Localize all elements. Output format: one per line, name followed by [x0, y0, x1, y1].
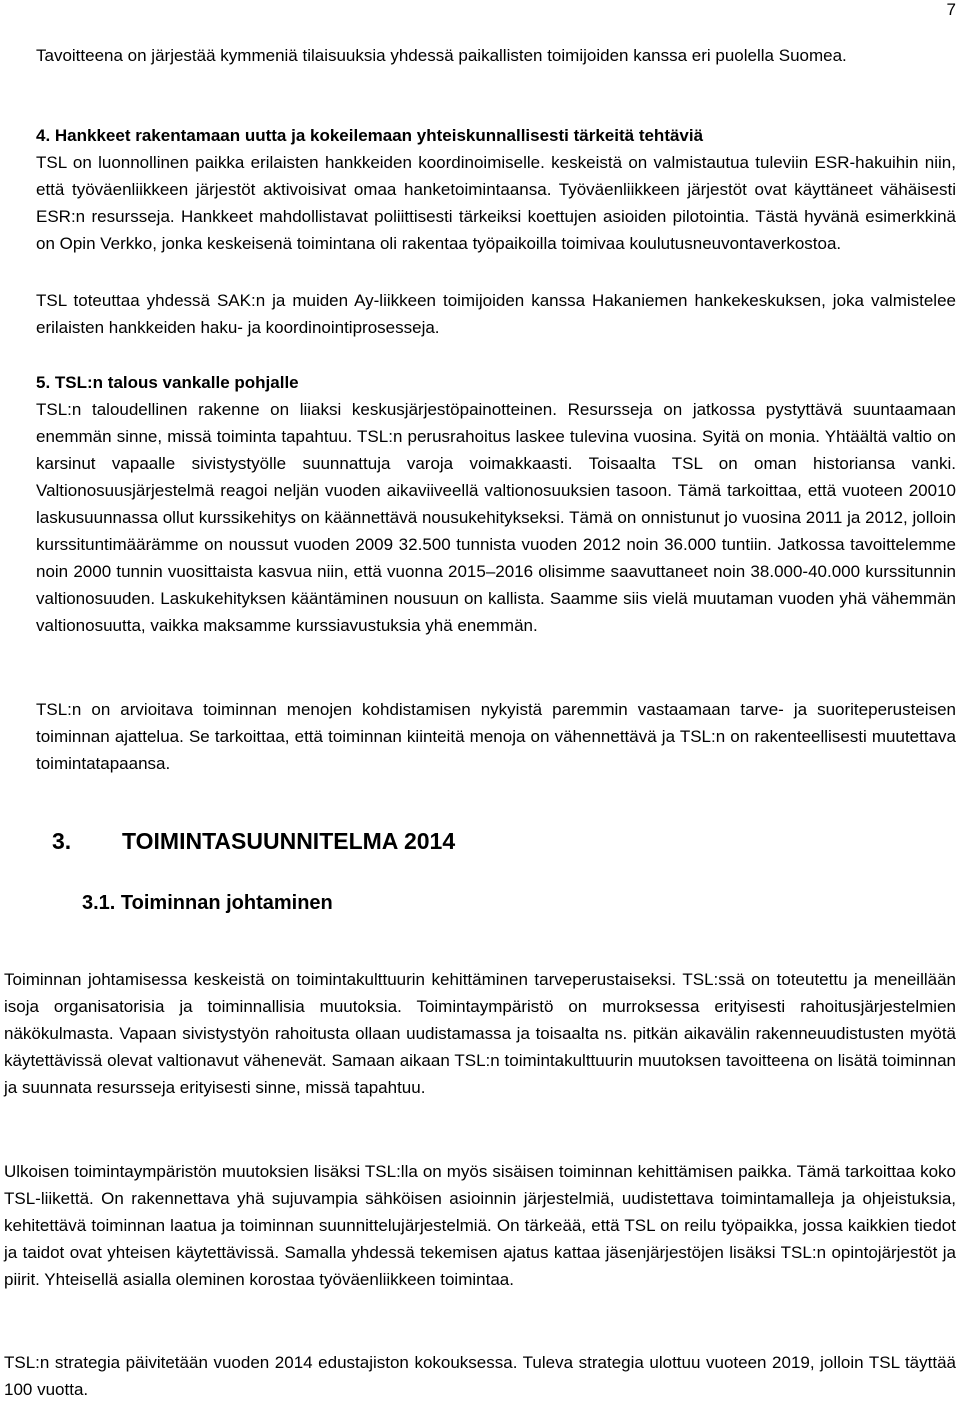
item4-paragraph-1: TSL on luonnollinen paikka erilaisten hankkeiden koordinoimiselle. keskeistä on valmistautua tuleviin ESR-hakuihin niin, että työväenliikkeen järjestöt aktivoisivat omaa hanketoimintaansa. Työväenliikkeen järjestöt ovat käyttäneet vähäisesti ESR:n resursseja. Hankkeet mahdollistavat poliittisesti tärkeiksi koettujen asioiden pilotointia. Tästä hyvänä esimerkkinä on Opin Verkko, jonka keskeisenä toimintana oli rakentaa työpaikoilla toimivaa koulutusneuvontaverkostoa.: [36, 153, 956, 253]
section-3-title: TOIMINTASUUNNITELMA 2014: [122, 828, 456, 854]
section-3-1-paragraph-3: TSL:n strategia päivitetään vuoden 2014 edustajiston kokouksessa. Tuleva strategia ulottuu vuoteen 2019, jolloin TSL täyttää 100 vuotta.: [4, 1353, 956, 1399]
section-3-1-heading: 3.1. Toiminnan johtaminen: [82, 892, 333, 914]
page-number: 7: [946, 0, 956, 19]
section-3-number: 3.: [52, 828, 72, 854]
item4-heading: 4. Hankkeet rakentamaan uutta ja kokeilemaan yhteiskunnallisesti tärkeitä tehtäviä: [36, 126, 704, 145]
item4-paragraph-2: TSL toteuttaa yhdessä SAK:n ja muiden Ay-liikkeen toimijoiden kanssa Hakaniemen hankekeskuksen, joka valmistelee erilaisten hankkeiden haku- ja koordinointiprosesseja.: [36, 291, 956, 337]
section-3-1-paragraph-2: Ulkoisen toimintaympäristön muutoksien lisäksi TSL:lla on myös sisäisen toiminnan kehittämisen paikka. Tämä tarkoittaa koko TSL-liikettä. On rakennettava yhä sujuvampia sähköisen asioinnin järjestelmiä, uudistettava toimintamalleja ja ohjeistuksia, kehitettävä toiminnan laatua ja toiminnan suunnittelujärjestelmiä. On tärkeää, että TSL on reilu työpaikka, jossa kaikkien tiedot ja taidot ovat yhteisen käytettävissä. Samalla yhdessä tekemisen ajatus kattaa jäsenjärjestöjen lisäksi TSL:n opintojärjestöt ja piirit. Yhteisellä asialla oleminen korostaa työväenliikkeen toimintaa.: [4, 1162, 956, 1289]
section-3-heading: [52, 826, 455, 856]
item5-paragraph-1: TSL:n taloudellinen rakenne on liiaksi keskusjärjestöpainotteinen. Resursseja on jatkossa pystyttävä suuntaamaan enemmän sinne, missä toiminta tapahtuu. TSL:n perusrahoitus laskee tulevina vuosina. Syitä on monia. Yhtäältä valtio on karsinut vapaalle sivistystyölle suunnattuja varoja voimakkaasti. Toisaalta TSL on oman historiansa vanki. Valtionosuusjärjestelmä reagoi neljän vuoden aikaviiveellä valtionosuuksien tasoon. Tämä tarkoittaa, että vuoteen 20010 laskusuunnassa ollut kurssikehitys on käännettävä nousukehitykseksi. Tämä on onnistunut jo vuosina 2011 ja 2012, jolloin kurssituntimäärämme on noussut vuoden 2009 32.500 tunnista vuoden 2012 noin 36.000 tuntiin. Jatkossa tavoittelemme noin 2000 tunnin vuosittaista kasvua niin, että vuonna 2015–2016 olisimme saavuttaneet noin 38.000-40.000 kurssitunnin valtionosuuden. Laskukehityksen kääntäminen nousuun on kallista. Saamme siis vielä muutaman vuoden yhä vähemmän valtionosuutta, vaikka maksamme kurssiavustuksia yhä enemmän.: [36, 400, 956, 635]
intro-paragraph: Tavoitteena on järjestää kymmeniä tilaisuuksia yhdessä paikallisten toimijoiden kanssa eri puolella Suomea.: [36, 46, 847, 65]
item5-paragraph-2: TSL:n on arvioitava toiminnan menojen kohdistamisen nykyistä paremmin vastaamaan tarve- ja suoriteperusteisen toiminnan ajattelua. Se tarkoittaa, että toiminnan kiinteitä menoja on vähennettävä ja TSL:n on rakenteellisesti muutettava toimintatapaansa.: [36, 700, 956, 773]
item5-heading: 5. TSL:n talous vankalle pohjalle: [36, 373, 299, 392]
section-3-1-paragraph-1: Toiminnan johtamisessa keskeistä on toimintakulttuurin kehittäminen tarveperustaiseksi. TSL:ssä on toteutettu ja meneillään isoja organisatorisia ja toiminnallisia muutoksia. Toimintaympäristö on murroksessa erityisesti rahoitusjärjestelmien näkökulmasta. Vapaan sivistystyön rahoitusta ollaan uudistamassa ja toisaalta ns. pitkän aikavälin rakenneuudistusten myötä käytettävissä olevat valtionavut vähenevät. Samaan aikaan TSL:n toimintakulttuurin muutoksen tavoitteena on lisätä toiminnan ja suunnata resursseja erityisesti sinne, missä tapahtuu.: [4, 970, 956, 1097]
